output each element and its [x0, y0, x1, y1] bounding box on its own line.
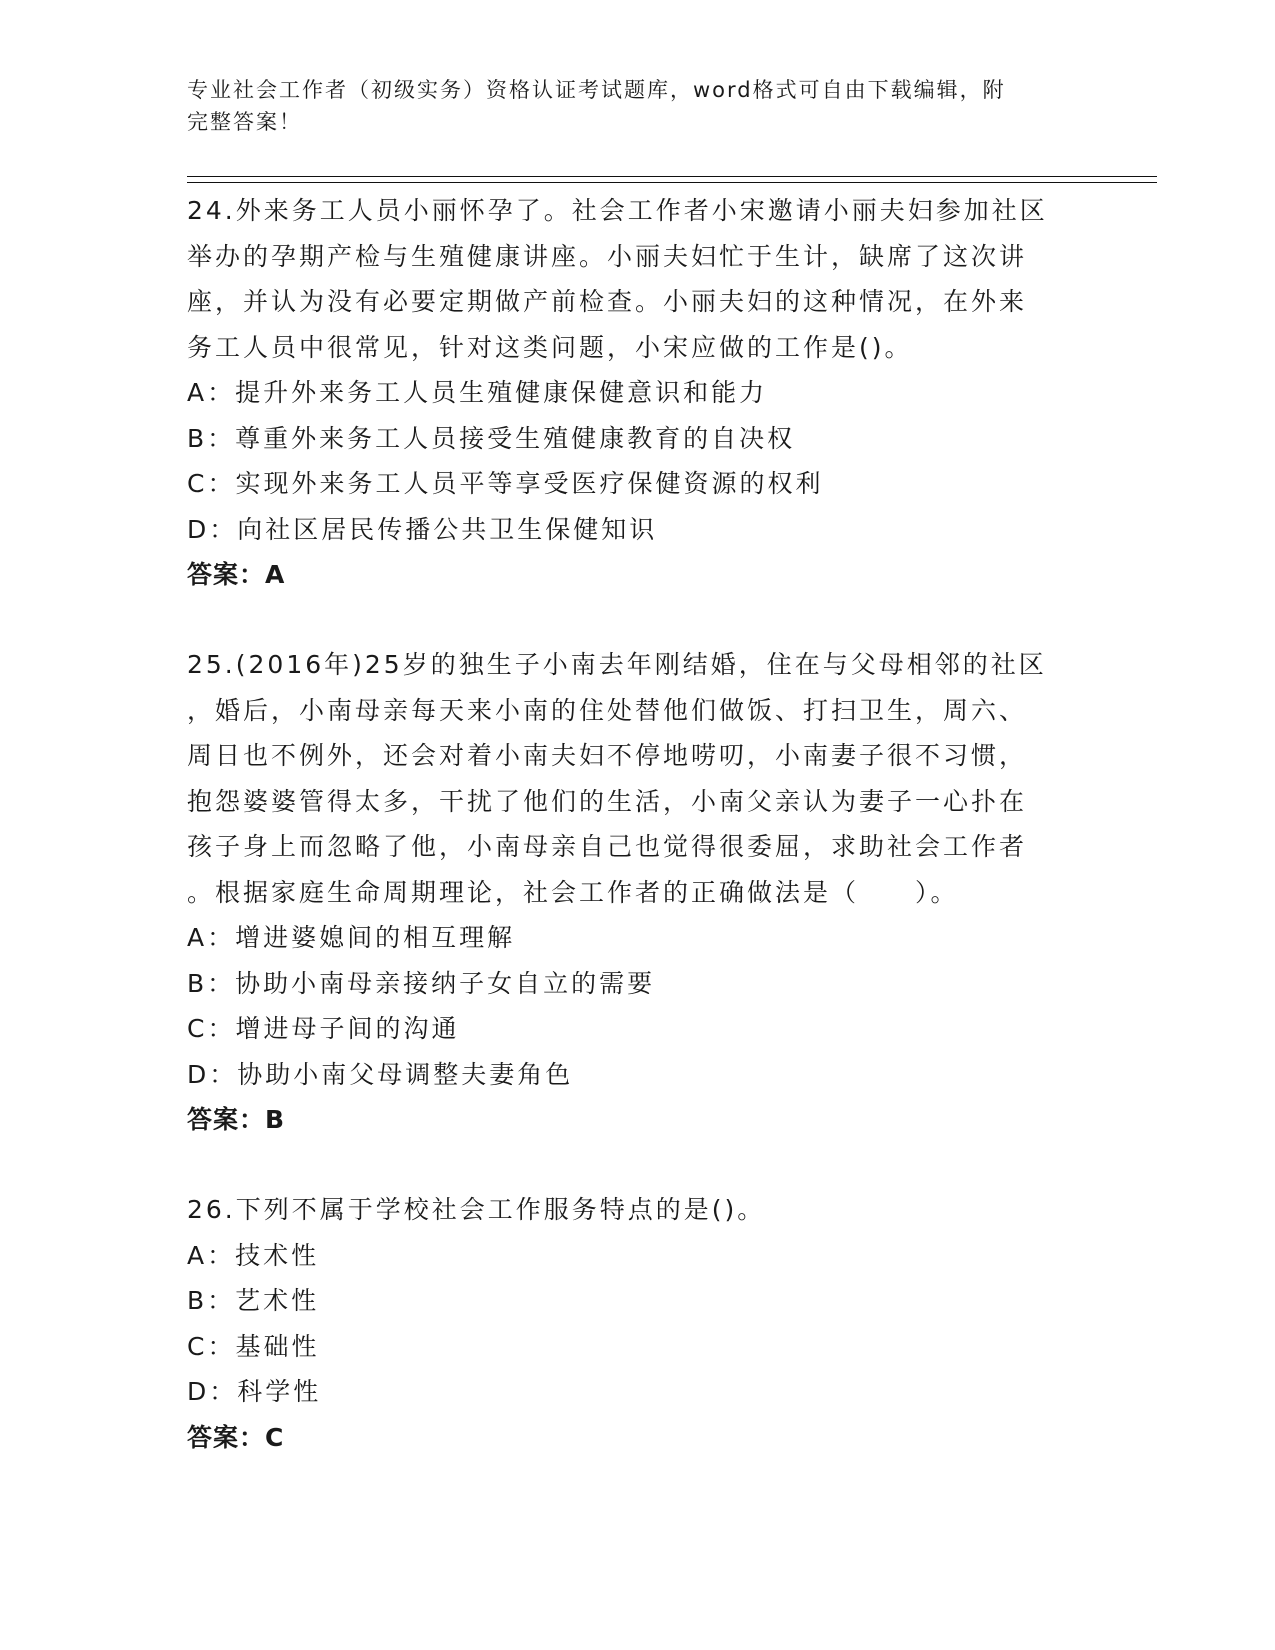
option-d: D：协助小南父母调整夫妻角色 — [187, 1059, 574, 1089]
option-c: C：实现外来务工人员平等享受医疗保健资源的权利 — [187, 469, 824, 498]
stem-line: 周日也不例外，还会对着小南夫妇不停地唠叨，小南妻子很不习惯， — [187, 741, 1028, 770]
stem-line: 务工人员中很常见，针对这类问题，小宋应做的工作是()。 — [187, 332, 913, 362]
stem-line: 举办的孕期产检与生殖健康讲座。小丽夫妇忙于生计，缺席了这次讲 — [187, 241, 1028, 271]
option-a: A：提升外来务工人员生殖健康保健意识和能力 — [187, 378, 768, 407]
option-b: B：尊重外来务工人员接受生殖健康教育的自决权 — [187, 423, 796, 453]
stem-line: 座，并认为没有必要定期做产前检查。小丽夫妇的这种情况，在外来 — [187, 287, 1028, 316]
stem-line: ，婚后，小南母亲每天来小南的住处替他们做饭、打扫卫生，周六、 — [187, 695, 1028, 725]
header-divider-top — [187, 176, 1157, 177]
stem-line: 25.(2016年)25岁的独生子小南去年刚结婚，住在与父母相邻的社区 — [187, 650, 1047, 679]
question-stem — [187, 1187, 1087, 1233]
answer: 答案：B — [187, 1105, 286, 1134]
question-26 — [187, 1187, 1087, 1460]
stem-line: 26.下列不属于学校社会工作服务特点的是()。 — [187, 1195, 766, 1224]
document-header — [187, 74, 1087, 138]
answer: 答案：A — [187, 560, 286, 589]
question-stem — [187, 188, 1087, 370]
header-line-2: 完整答案！ — [187, 110, 302, 134]
option-b: B：艺术性 — [187, 1286, 320, 1315]
stem-line: 。根据家庭生命周期理论，社会工作者的正确做法是（ ）。 — [187, 877, 959, 907]
option-c: C：基础性 — [187, 1331, 320, 1361]
option-c: C：增进母子间的沟通 — [187, 1014, 460, 1043]
header-line-1: 专业社会工作者（初级实务）资格认证考试题库，word格式可自由下载编辑，附 — [187, 78, 1006, 102]
option-d: D：向社区居民传播公共卫生保健知识 — [187, 514, 658, 544]
option-d: D：科学性 — [187, 1377, 322, 1406]
question-stem — [187, 642, 1087, 915]
question-25 — [187, 642, 1087, 1143]
stem-line: 抱怨婆婆管得太多，干扰了他们的生活，小南父亲认为妻子一心扑在 — [187, 786, 1028, 816]
answer: 答案：C — [187, 1422, 285, 1452]
stem-line: 孩子身上而忽略了他，小南母亲自己也觉得很委屈，求助社会工作者 — [187, 832, 1028, 861]
header-divider-bottom — [187, 182, 1157, 183]
option-a: A：增进婆媳间的相互理解 — [187, 923, 516, 952]
option-a: A：技术性 — [187, 1240, 320, 1270]
question-24 — [187, 188, 1087, 598]
option-b: B：协助小南母亲接纳子女自立的需要 — [187, 968, 656, 998]
stem-line: 24.外来务工人员小丽怀孕了。社会工作者小宋邀请小丽夫妇参加社区 — [187, 196, 1048, 225]
